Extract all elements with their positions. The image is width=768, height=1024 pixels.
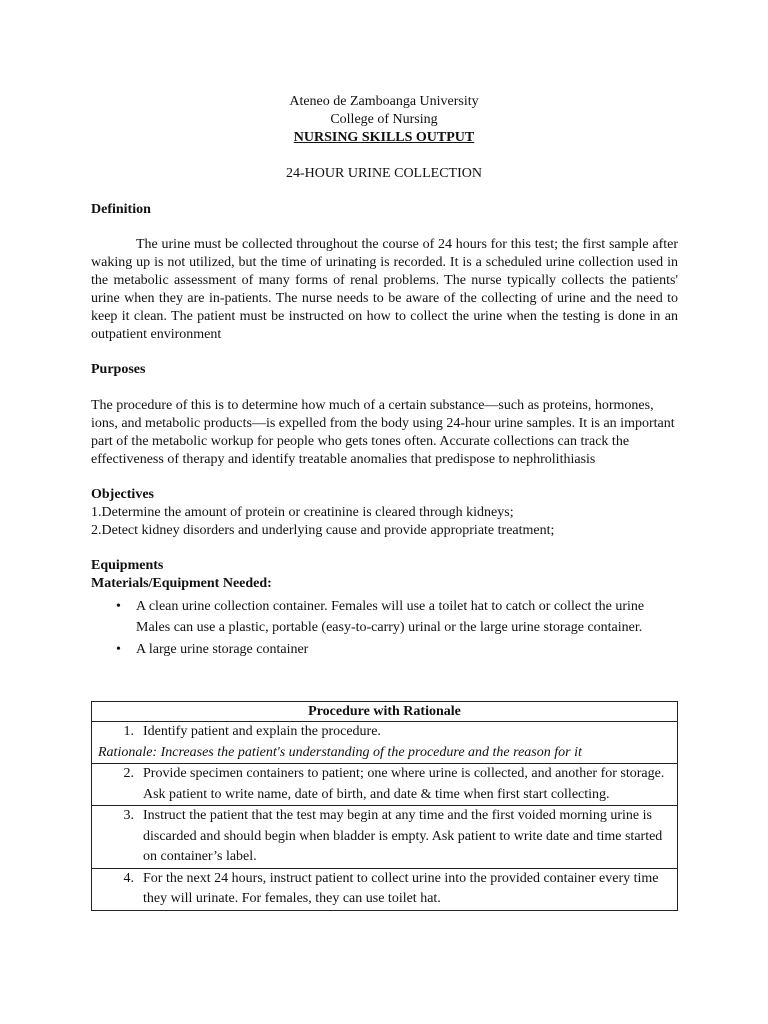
procedure-table-header: Procedure with Rationale — [92, 702, 678, 722]
equipments-heading: Equipments — [91, 558, 164, 573]
procedure-table — [91, 701, 678, 911]
purposes-text: The procedure of this is to determine how much of a certain substance—such as proteins, hormones, ions, and metabolic products—is expelled from the body using 24-hour urine samples. It is an important part of the metabolic workup for people who gets tones often. Accurate collections can track the effectiveness of therapy and identify treatable anomalies that predispose to nephrolithiasis — [91, 398, 675, 467]
table-row — [92, 764, 678, 806]
bullet-icon: • — [116, 599, 121, 614]
table-row — [92, 868, 678, 910]
step-text: For the next 24 hours, instruct patient to collect urine into the provided container every time they will urinate. For females, they can use toilet hat. — [143, 870, 659, 906]
step-number: 2. — [123, 766, 134, 781]
procedure-step — [92, 869, 677, 910]
list-item — [91, 639, 671, 660]
table-cell — [92, 722, 678, 764]
list-item-text: A clean urine collection container. Females will use a toilet hat to catch or collect the urine Males can use a plastic, portable (easy-to-carry) urinal or the large urine storage container. — [136, 599, 645, 635]
purposes-heading: Purposes — [91, 362, 146, 377]
objective-item: 2.Detect kidney disorders and underlying cause and provide appropriate treatment; — [91, 523, 555, 538]
list-item — [91, 596, 671, 638]
objective-item: 1.Determine the amount of protein or creatinine is cleared through kidneys; — [91, 505, 514, 520]
document-heading: NURSING SKILLS OUTPUT — [293, 130, 475, 145]
step-text: Instruct the patient that the test may begin at any time and the first voided morning urine is discarded and should begin when bladder is empty. Ask patient to write date and time started on container’s label. — [143, 808, 663, 864]
materials-list — [91, 596, 671, 660]
materials-subheading: Materials/Equipment Needed: — [91, 576, 272, 591]
university-name: Ateneo de Zamboanga University — [289, 94, 479, 109]
definition-heading: Definition — [91, 202, 151, 217]
step-number: 3. — [123, 808, 134, 823]
table-header-row — [92, 702, 678, 722]
step-rationale: Rationale: Increases the patient's understanding of the procedure and the reason for it — [98, 744, 582, 760]
table-cell — [92, 806, 678, 869]
table-cell — [92, 764, 678, 806]
bullet-icon: • — [116, 642, 121, 657]
procedure-step — [92, 764, 677, 805]
list-item-text: A large urine storage container — [136, 642, 309, 657]
procedure-step — [92, 806, 677, 868]
document-title: 24-HOUR URINE COLLECTION — [286, 166, 482, 181]
table-row — [92, 806, 678, 869]
procedure-step — [92, 722, 677, 743]
college-name: College of Nursing — [330, 112, 438, 127]
step-text: Provide specimen containers to patient; one where urine is collected, and another for storage. Ask patient to write name, date of birth, and date & time when first start collecting. — [143, 766, 665, 802]
step-number: 1. — [123, 724, 134, 739]
objectives-heading: Objectives — [91, 487, 154, 502]
table-cell — [92, 868, 678, 910]
definition-text: The urine must be collected throughout the course of 24 hours for this test; the first sample after waking up is not utilized, but the time of urinating is recorded. It is a scheduled urine collection used in the metabolic assessment of many forms of renal problems. The nurse typically collects the patients' urine when they are in-patients. The nurse needs to be aware of the collecting of urine and the need to keep it clean. The patient must be instructed on how to collect the urine when the testing is done in an outpatient environment — [91, 237, 678, 342]
table-row — [92, 722, 678, 764]
step-number: 4. — [123, 870, 134, 886]
step-text: Identify patient and explain the procedure. — [143, 724, 381, 739]
